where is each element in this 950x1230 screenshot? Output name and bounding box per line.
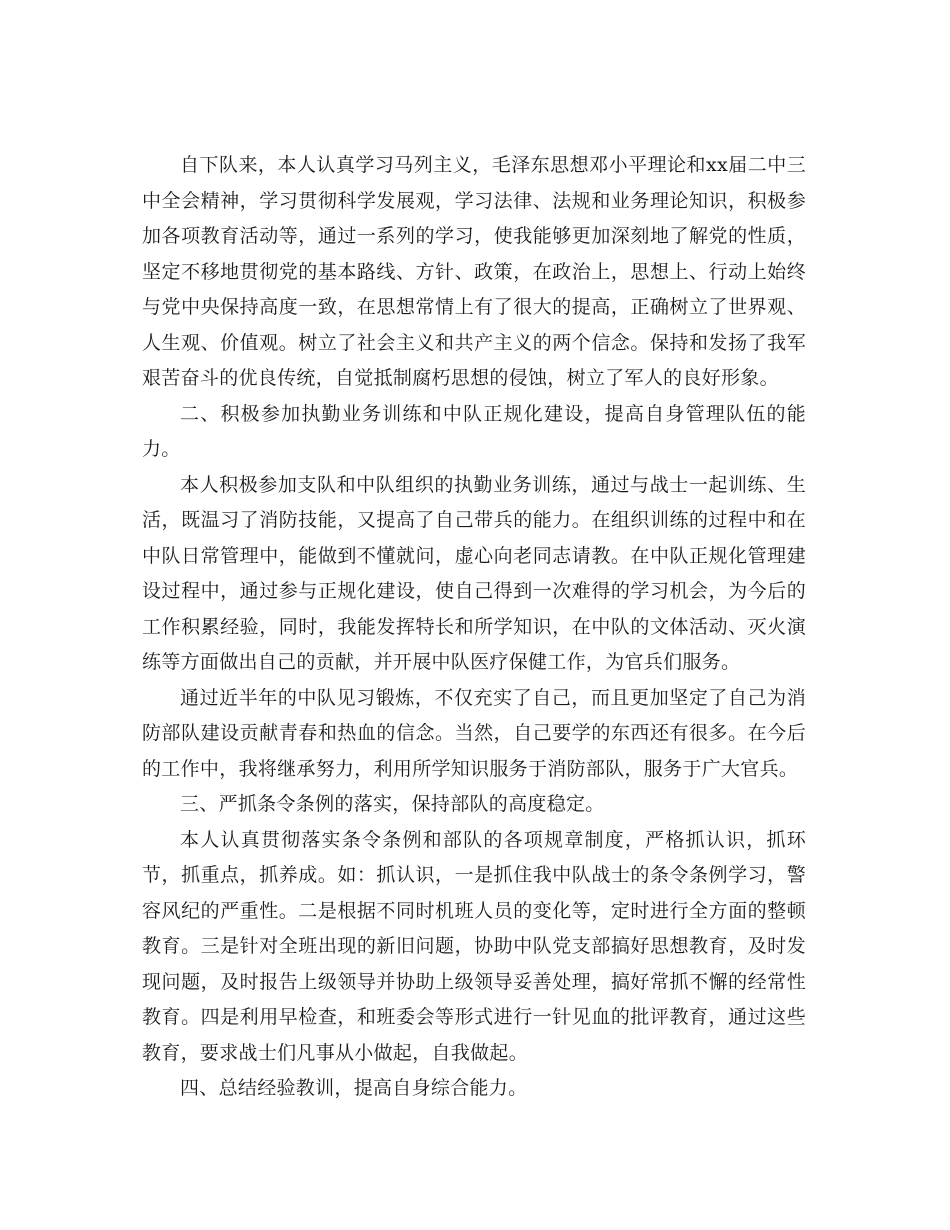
paragraph-internship: 通过近半年的中队见习锻炼，不仅充实了自己，而且更加坚定了自己为消防部队建设贡献青春和热血的信念。当然，自己要学的东西还有很多。在今后的工作中，我将继承努力，利用所学知识服务于消防部队，服务于广大官兵。 bbox=[142, 686, 806, 780]
paragraph-training: 本人积极参加支队和中队组织的执勤业务训练，通过与战士一起训练、生活，既温习了消防技能，又提高了自己带兵的能力。在组织训练的过程中和在中队日常管理中，能做到不懂就问，虚心向老同志请教。在中队正规化管理建设过程中，通过参与正规化建设，使自己得到一次难得的学习机会，为今后的工作积累经验，同时，我能发挥特长和所学知识，在中队的文体活动、灭火演练等方面做出自己的贡献，并开展中队医疗保健工作，为官兵们服务。 bbox=[142, 473, 806, 673]
heading-section-two: 二、积极参加执勤业务训练和中队正规化建设，提高自身管理队伍的能力。 bbox=[142, 402, 806, 460]
heading-section-four: 四、总结经验教训，提高自身综合能力。 bbox=[180, 1077, 528, 1099]
document-body bbox=[142, 148, 806, 1107]
paragraph-study: 自下队来，本人认真学习马列主义，毛泽东思想邓小平理论和xx届二中三中全会精神，学习贯彻科学发展观，学习法律、法规和业务理论知识，积极参加各项教育活动等，通过一系列的学习，使我能够更加深刻地了解党的性质，坚定不移地贯彻党的基本路线、方针、政策，在政治上，思想上、行动上始终与党中央保持高度一致，在思想常情上有了很大的提高，正确树立了世界观、人生观、价值观。树立了社会主义和共产主义的两个信念。保持和发扬了我军艰苦奋斗的优良传统，自觉抵制腐朽思想的侵蚀，树立了军人的良好形象。 bbox=[142, 154, 806, 389]
heading-section-three: 三、严抓条令条例的落实，保持部队的高度稳定。 bbox=[180, 793, 605, 815]
paragraph-regulations: 本人认真贯彻落实条令条例和部队的各项规章制度，严格抓认识，抓环节，抓重点，抓养成。如：抓认识，一是抓住我中队战士的条令条例学习，警容风纪的严重性。二是根据不同时机班人员的变化等，定时进行全方面的整顿教育。三是针对全班出现的新旧问题，协助中队党支部搞好思想教育，及时发现问题，及时报告上级领导并协助上级领导妥善处理，搞好常抓不懈的经常性教育。四是利用早检查，和班委会等形式进行一针见血的批评教育，通过这些教育，要求战士们凡事从小做起，自我做起。 bbox=[142, 828, 806, 1064]
